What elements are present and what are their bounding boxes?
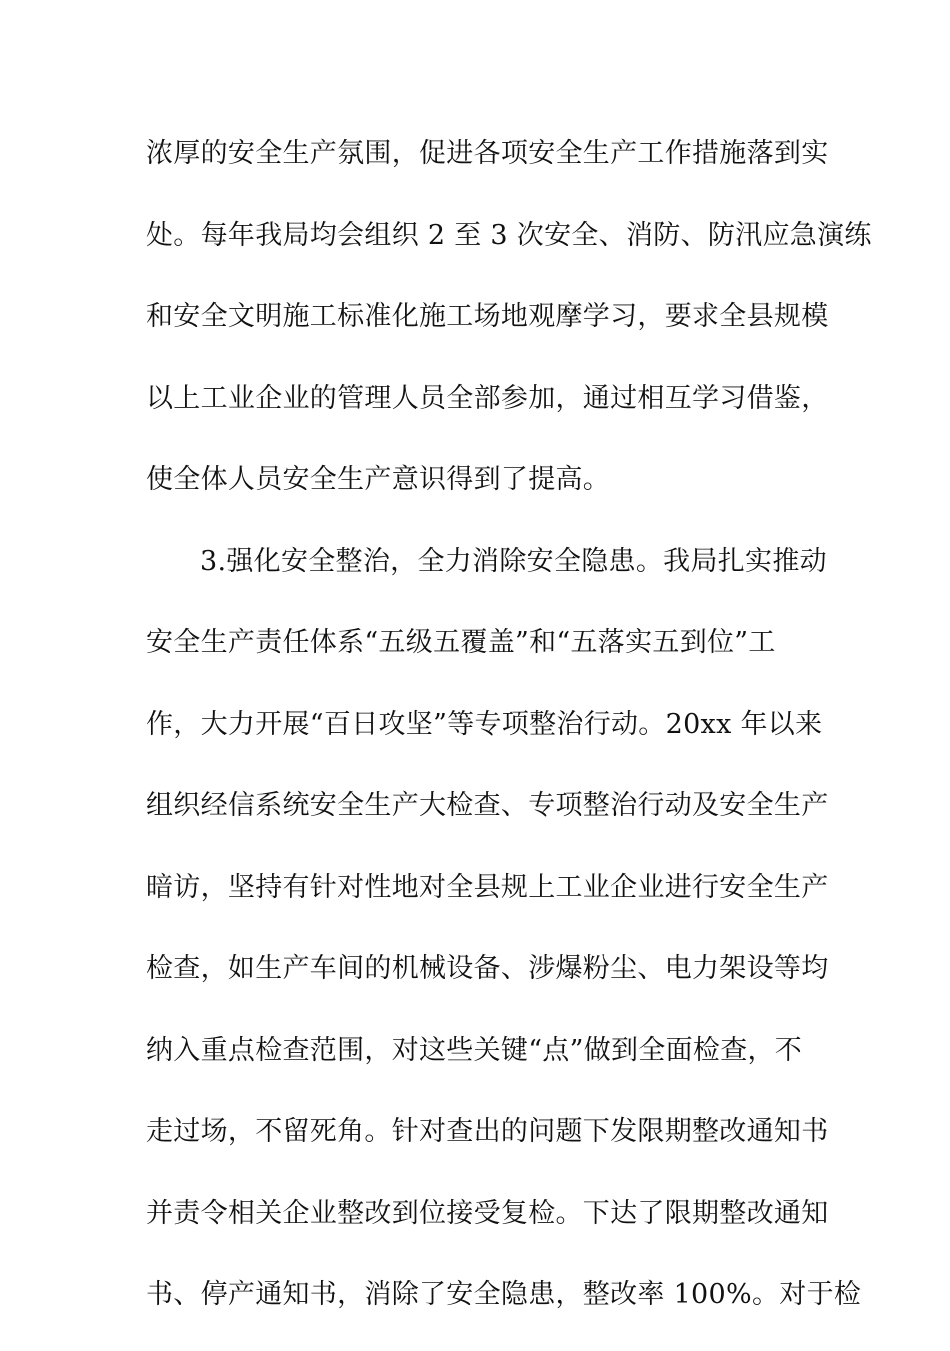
text-line: 走过场，不留死角。针对查出的问题下发限期整改通知书	[146, 1116, 829, 1147]
body-text	[146, 128, 872, 1351]
text-line: 并责令相关企业整改到位接受复检。下达了限期整改通知	[146, 1197, 829, 1229]
text-line: 组织经信系统安全生产大检查、专项整治行动及安全生产	[146, 790, 829, 821]
text-line: 浓厚的安全生产氛围，促进各项安全生产工作措施落到实	[146, 138, 829, 169]
text-line: 检查，如生产车间的机械设备、涉爆粉尘、电力架设等均	[146, 953, 829, 984]
text-line: 作，大力开展“百日攻坚”等专项整治行动。20xx 年以来	[146, 708, 823, 740]
section-heading-line: 3.强化安全整治，全力消除安全隐患。我局扎实推动	[200, 545, 827, 577]
text-line: 纳入重点检查范围，对这些关键“点”做到全面检查，不	[146, 1034, 803, 1066]
text-line: 暗访，坚持有针对性地对全县规上工业企业进行安全生产	[146, 871, 829, 903]
text-line: 书、停产通知书，消除了安全隐患，整改率 100%。对于检	[146, 1279, 862, 1310]
text-line: 使全体人员安全生产意识得到了提高。	[146, 464, 611, 495]
text-line: 以上工业企业的管理人员全部参加，通过相互学习借鉴，	[146, 382, 829, 414]
text-line: 安全生产责任体系“五级五覆盖”和“五落实五到位”工	[146, 627, 776, 658]
text-line: 处。每年我局均会组织 2 至 3 次安全、消防、防汛应急演练	[146, 219, 872, 251]
text-line: 和安全文明施工标准化施工场地观摩学习，要求全县规模	[146, 301, 829, 332]
